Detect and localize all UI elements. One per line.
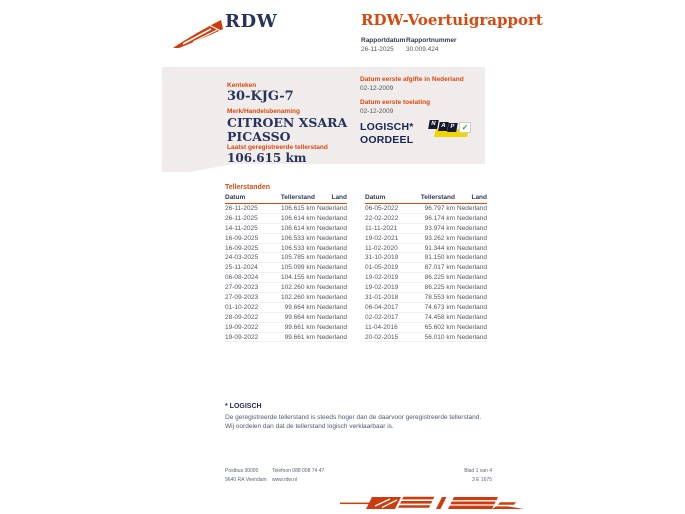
table-cell: Nederland (457, 264, 487, 272)
table-cell: Nederland (317, 244, 347, 252)
table-cell: Nederland (457, 244, 487, 252)
footer-contact (272, 467, 324, 485)
table-cell: 22-02-2022 (365, 214, 399, 222)
logisch-footnote (225, 403, 487, 432)
footer-phone: Telefoon 088 008 74 47 (272, 468, 325, 474)
merk-value-line1: CITROEN XSARA (227, 115, 348, 130)
footer-page-info (410, 467, 492, 485)
table-cell: 02-02-2017 (365, 313, 399, 321)
table-cell: Nederland (457, 254, 487, 262)
report-number-label: Rapportnummer (406, 37, 457, 44)
table-row (225, 204, 347, 214)
table-row (365, 283, 487, 293)
footer-website[interactable]: www.rdw.nl (272, 477, 298, 483)
table-row (365, 293, 487, 303)
oordeel-line1: LOGISCH* (360, 121, 414, 133)
table-cell: Nederland (457, 284, 487, 292)
table-row (225, 224, 347, 234)
report-number-value: 30.009.424 (406, 46, 439, 53)
table-row (225, 293, 347, 303)
table-cell: 96.797 km (424, 204, 455, 212)
table-cell: 106.614 km (281, 214, 315, 222)
table-cell: Nederland (317, 303, 347, 311)
kenteken-value: 30-KJG-7 (227, 89, 294, 104)
laatste-tellerstand-label: Laatst geregistreerde tellerstand (227, 144, 328, 151)
nap-check-icon: ✓ (459, 122, 471, 133)
table-cell: 19-09-2022 (225, 333, 259, 341)
table-row (225, 263, 347, 273)
table-cell: Nederland (457, 313, 487, 321)
merk-value-line2: PICASSO (227, 129, 291, 144)
table-cell: 56.010 km (424, 333, 455, 341)
table-cell: Nederland (317, 293, 347, 301)
nap-letter-n: N (428, 120, 438, 129)
tellerstanden-title: Tellerstanden (225, 184, 270, 191)
report-date-label: Rapportdatum (361, 37, 406, 44)
table-cell: 01-10-2022 (225, 303, 259, 311)
table-cell: 86.225 km (424, 274, 455, 282)
table-cell: 11-02-2020 (365, 244, 398, 252)
table-row (225, 313, 347, 323)
table-cell: Nederland (317, 204, 347, 212)
table-cell: Nederland (457, 333, 487, 341)
table-row (225, 333, 347, 343)
table-row (365, 224, 487, 234)
table-cell: 86.225 km (424, 284, 455, 292)
footnote-title: * LOGISCH (225, 403, 262, 410)
page-title: RDW-Voertuigrapport (361, 11, 543, 29)
nap-letter-a: A (438, 122, 448, 131)
table-cell: Nederland (457, 204, 487, 212)
table-cell: 27-09-2023 (225, 284, 259, 292)
table-cell: 91.344 km (424, 244, 455, 252)
tellerstanden-table-left (225, 194, 347, 342)
report-date-value: 26-11-2025 (361, 46, 394, 53)
tellerstanden-table-right (365, 194, 487, 342)
table-cell: 96.174 km (424, 214, 455, 222)
table-cell: 27-09-2023 (225, 293, 259, 301)
table-row (225, 253, 347, 263)
table-cell: 26-11-2025 (225, 214, 258, 222)
table-cell: Nederland (457, 224, 487, 232)
col-header-tellerstand: Tellerstand (420, 194, 455, 201)
table-cell: 104.155 km (281, 274, 315, 282)
table-cell: 99.661 km (284, 323, 315, 331)
eerste-afgifte-label: Datum eerste afgifte in Nederland (360, 76, 464, 83)
table-cell: 105.785 km (281, 254, 315, 262)
table-cell: Nederland (317, 214, 347, 222)
eerste-toelating-label: Datum eerste toelating (360, 99, 431, 106)
table-cell: 11-11-2021 (365, 224, 398, 232)
table-row (365, 244, 487, 254)
table-row (225, 283, 347, 293)
laatste-tellerstand-value: 106.615 km (227, 151, 307, 165)
table-row (225, 273, 347, 283)
oordeel-badge (360, 121, 414, 147)
table-cell: 19-02-2021 (365, 234, 399, 242)
footer-address-line2: 9640 RA Veendam (225, 477, 267, 483)
table-cell: 31-01-2018 (365, 293, 399, 301)
table-cell: 25-11-2024 (225, 264, 258, 272)
table-cell: 105.099 km (281, 264, 315, 272)
table-cell: 11-04-2016 (365, 323, 398, 331)
table-row (365, 263, 487, 273)
table-cell: Nederland (457, 234, 487, 242)
table-cell: 06-05-2022 (365, 204, 399, 212)
footer-address-line1: Postbus 30000 (225, 468, 259, 474)
table-cell: Nederland (317, 274, 347, 282)
table-cell: Nederland (457, 214, 487, 222)
col-header-datum: Datum (365, 194, 386, 201)
table-cell: 14-11-2025 (225, 224, 258, 232)
table-cell: Nederland (317, 284, 347, 292)
table-cell: 19-09-2022 (225, 323, 259, 331)
table-cell: Nederland (317, 254, 347, 262)
table-cell: 91.150 km (424, 254, 455, 262)
footer-form-code: 3 E 1675 (471, 477, 492, 483)
table-cell: Nederland (317, 333, 347, 341)
table-cell: 102.260 km (281, 293, 315, 301)
table-cell: 106.533 km (281, 244, 315, 252)
table-cell: Nederland (317, 264, 347, 272)
table-row (365, 204, 487, 214)
table-body (365, 204, 487, 342)
table-cell: 31-10-2019 (365, 254, 399, 262)
table-cell: Nederland (457, 274, 487, 282)
footnote-text: De geregistreerde tellerstand is steeds hoger dan de daarvoor geregistreerde tellerstand. Wij oordelen dan dat de tellerstand logisch verklaarbaar is. (225, 414, 482, 431)
table-row (365, 313, 487, 323)
table-cell: 16-09-2025 (225, 234, 259, 242)
kenteken-label: Kenteken (227, 82, 257, 89)
table-cell: 65.602 km (424, 323, 455, 331)
table-cell: 78.553 km (424, 293, 455, 301)
nap-logo (429, 119, 473, 140)
merk-label: Merk/Handelsbenaming (227, 108, 300, 115)
table-cell: 06-08-2024 (225, 274, 259, 282)
table-cell: Nederland (457, 323, 487, 331)
table-cell: 26-11-2025 (225, 204, 258, 212)
table-cell: 102.260 km (281, 284, 315, 292)
table-cell: 93.974 km (424, 224, 455, 232)
table-header (365, 194, 487, 204)
table-cell: 24-03-2025 (225, 254, 259, 262)
eerste-afgifte-value: 02-12-2009 (360, 85, 394, 92)
report-number-block (406, 37, 457, 53)
col-header-land: Land (471, 194, 487, 201)
table-row (225, 244, 347, 254)
table-row (365, 303, 487, 313)
table-row (225, 234, 347, 244)
table-row (365, 273, 487, 283)
table-cell: Nederland (317, 224, 347, 232)
table-cell: 28-09-2022 (225, 313, 259, 321)
eerste-toelating-value: 02-12-2009 (360, 108, 394, 115)
rdw-flag-icon (171, 18, 223, 50)
col-header-datum: Datum (225, 194, 246, 201)
table-cell: Nederland (317, 234, 347, 242)
table-cell: Nederland (317, 313, 347, 321)
table-cell: 106.615 km (281, 204, 315, 212)
table-header (225, 194, 347, 204)
rdw-stripe-banner-icon (338, 494, 528, 513)
table-cell: 01-05-2019 (365, 264, 399, 272)
table-row (365, 214, 487, 224)
col-header-tellerstand: Tellerstand (280, 194, 315, 201)
report-date-block (361, 37, 405, 53)
table-cell: 20-02-2015 (365, 333, 399, 341)
footer-address (225, 467, 267, 485)
rdw-wordmark: RDW (225, 11, 278, 32)
table-row (225, 214, 347, 224)
footer-page-number: Blad 1 van 4 (464, 468, 492, 474)
oordeel-line2: OORDEEL (360, 134, 414, 146)
table-cell: 99.661 km (284, 333, 315, 341)
col-header-land: Land (331, 194, 347, 201)
table-body (225, 204, 347, 342)
table-row (365, 253, 487, 263)
table-row (365, 323, 487, 333)
table-cell: 99.664 km (284, 313, 315, 321)
table-cell: Nederland (457, 293, 487, 301)
table-cell: 74.458 km (424, 313, 455, 321)
table-cell: 06-04-2017 (365, 303, 399, 311)
table-row (225, 323, 347, 333)
table-row (365, 333, 487, 343)
table-cell: 74.673 km (424, 303, 455, 311)
table-cell: Nederland (457, 303, 487, 311)
table-cell: 106.533 km (281, 234, 315, 242)
table-cell: 19-02-2019 (365, 274, 399, 282)
table-cell: 99.664 km (284, 303, 315, 311)
table-row (365, 234, 487, 244)
table-cell: 16-09-2025 (225, 244, 259, 252)
table-cell: Nederland (317, 323, 347, 331)
nap-letter-p: P (447, 123, 457, 132)
table-row (225, 303, 347, 313)
table-cell: 93.262 km (424, 234, 455, 242)
table-cell: 19-02-2019 (365, 284, 399, 292)
table-cell: 106.614 km (281, 224, 315, 232)
table-cell: 87.017 km (424, 264, 455, 272)
